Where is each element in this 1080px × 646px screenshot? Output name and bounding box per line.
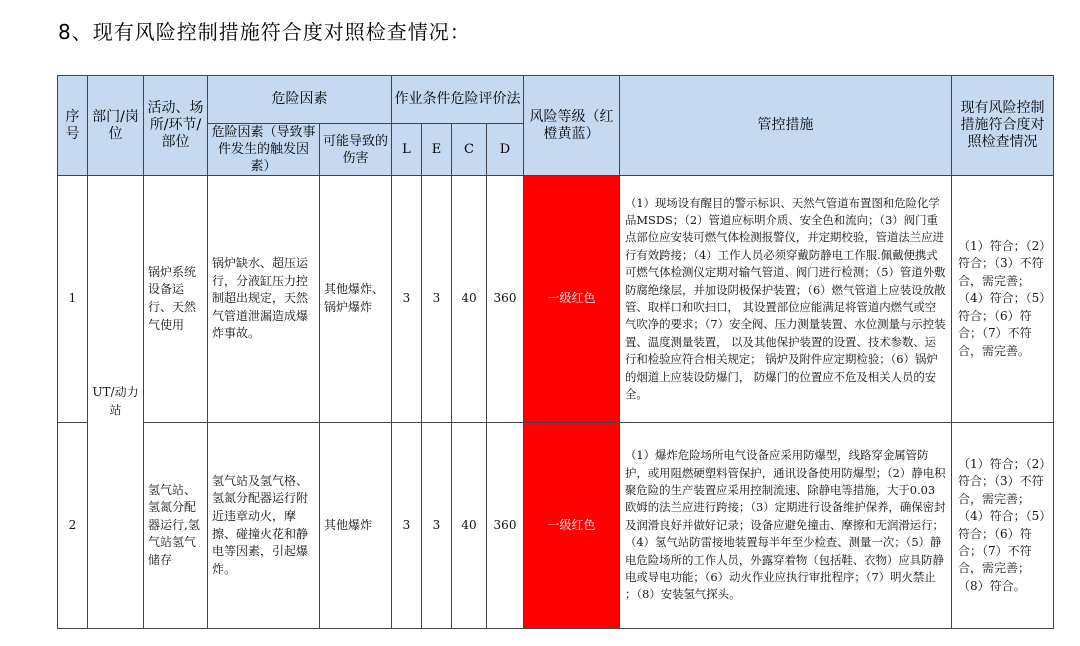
header-e: E bbox=[422, 124, 452, 176]
header-possible-harm: 可能导致的伤害 bbox=[320, 124, 392, 176]
row-risk-level-badge: 一级红色 bbox=[524, 423, 620, 629]
table-row bbox=[58, 176, 1054, 423]
row-measures: （1）现场设有醒目的警示标识、天然气管道布置图和危险化学品MSDS；（2）管道应标明介质、安全色和流向；（3）阀门重点部位应安装可燃气体检测报警仪，并定期校验，管道法兰应进行有效跨接；（4）工作人员必须穿戴防静电工作服.佩戴便携式可燃气体检测仪定期对输气管道、阀门进行检测；（5）管道外敷防腐绝缘层，并加设阴极保护装置；（6）燃气管道上应装设放散管、取样口和吹扫口， 其设置部位应能满足将管道内燃气或空气吹净的要求；（7）安全阀、压力测量装置、水位测量与示控装置、温度测量装置， 以及其他保护装置的设置、技术参数、运行和检验应符合相关规定； 锅炉及附件应定期检验；（6）锅炉的烟道上应装设防爆门， 防爆门的位置应不危及相关人员的安全。 bbox=[620, 176, 952, 423]
row-hazard-cause: 锅炉缺水、超压运行，分液缸压力控制超出规定，天然气管道泄漏造成爆炸事故。 bbox=[208, 176, 320, 423]
header-activity: 活动、场所/环节/部位 bbox=[144, 76, 208, 176]
row-c-value: 40 bbox=[452, 423, 487, 629]
header-eval-group: 作业条件危险评价法 bbox=[392, 76, 524, 124]
row-e-value: 3 bbox=[422, 423, 452, 629]
header-hazard-group: 危险因素 bbox=[208, 76, 392, 124]
table-row bbox=[58, 423, 1054, 629]
row-activity: 锅炉系统设备运行、天然气使用 bbox=[144, 176, 208, 423]
row-d-value: 360 bbox=[487, 176, 524, 423]
header-measures: 管控措施 bbox=[620, 76, 952, 176]
header-compliance: 现有风险控制措施符合度对照检查情况 bbox=[952, 76, 1054, 176]
header-risk-level: 风险等级（红橙黄蓝） bbox=[524, 76, 620, 176]
page-title: 8、现有风险控制措施符合度对照检查情况： bbox=[58, 20, 471, 44]
row-d-value: 360 bbox=[487, 423, 524, 629]
row-e-value: 3 bbox=[422, 176, 452, 423]
row-c-value: 40 bbox=[452, 176, 487, 423]
row-seq: 2 bbox=[58, 423, 88, 629]
header-c: C bbox=[452, 124, 487, 176]
row-possible-harm: 其他爆炸、锅炉爆炸 bbox=[320, 176, 392, 423]
row-l-value: 3 bbox=[392, 423, 422, 629]
row-compliance: （1）符合；（2）符合；（3）不符合，需完善；（4）符合；（5）符合；（6）符合；（7）不符合，需完善。 bbox=[952, 176, 1054, 423]
row-l-value: 3 bbox=[392, 176, 422, 423]
header-dept: 部门/岗位 bbox=[88, 76, 144, 176]
header-hazard-cause: 危险因素（导致事件发生的触发因素） bbox=[208, 124, 320, 176]
row-risk-level-badge: 一级红色 bbox=[524, 176, 620, 423]
row-measures: （1）爆炸危险场所电气设备应采用防爆型，线路穿金属管防护，或用阻燃硬塑料管保护，通讯设备使用防爆型；（2）静电积聚危险的生产装置应采用控制流速、除静电等措施，大于0.03欧姆的法兰应进行跨接；（3）定期进行设备维护保养，确保密封及润滑良好并做好记录；设备应避免撞击、摩擦和无润滑运行；（4）氢气站防雷接地装置每半年至少检查、测量一次；（5）静电危险场所的工作人员，外露穿着物（包括鞋、衣物）应具防静电或导电功能；（6）动火作业应执行审批程序；（7）明火禁止 ；（8）安装氢气探头。 bbox=[620, 423, 952, 629]
risk-control-table bbox=[57, 75, 1054, 629]
row-compliance: （1）符合；（2）符合；（3）不符合，需完善；（4）符合；（5）符合；（6）符合；（7）不符合，需完善；（8）符合。 bbox=[952, 423, 1054, 629]
row-hazard-cause: 氢气站及氢气格、氢氮分配器运行附近违章动火，摩擦、碰撞火花和静电等因素，引起爆炸。 bbox=[208, 423, 320, 629]
header-d: D bbox=[487, 124, 524, 176]
row-seq: 1 bbox=[58, 176, 88, 423]
header-seq: 序号 bbox=[58, 76, 88, 176]
row-possible-harm: 其他爆炸 bbox=[320, 423, 392, 629]
header-l: L bbox=[392, 124, 422, 176]
row-dept: UT/动力站 bbox=[88, 176, 144, 629]
row-activity: 氢气站、氢氮分配器运行,氢气站氢气储存 bbox=[144, 423, 208, 629]
